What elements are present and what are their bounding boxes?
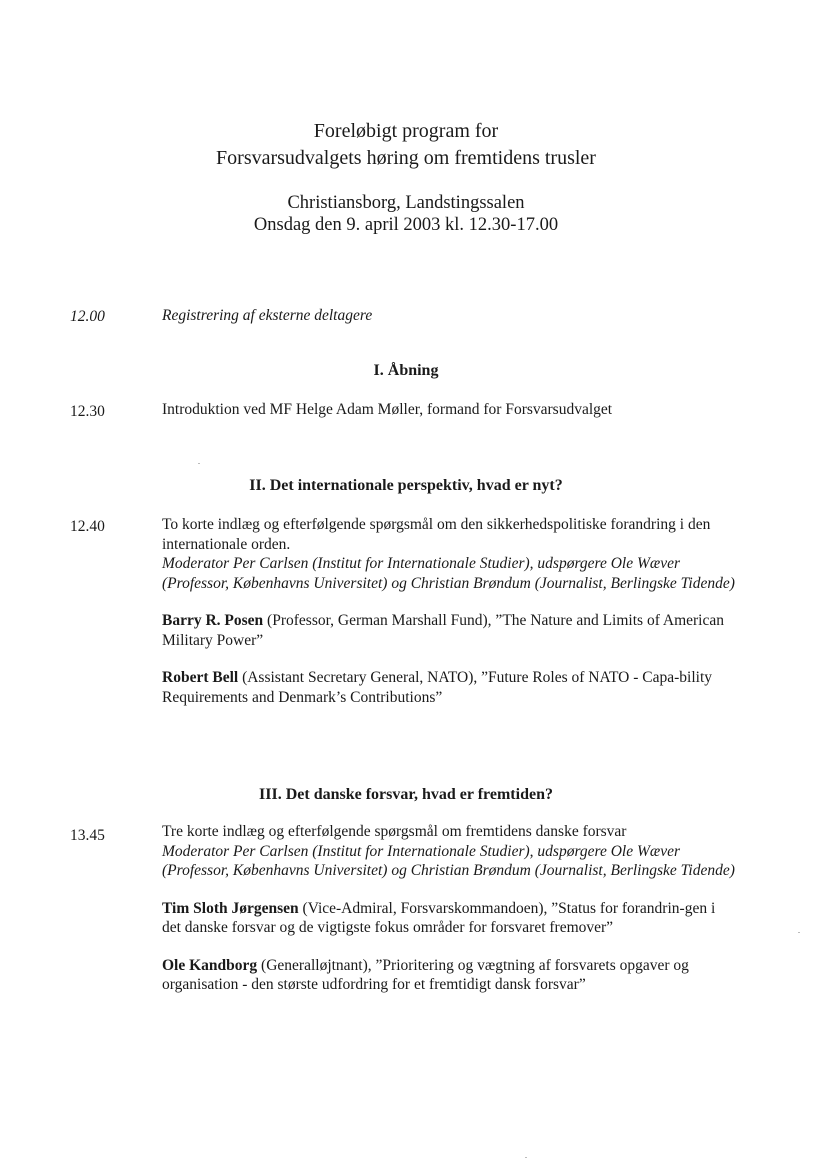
section-2-moderator: Moderator Per Carlsen (Institut for Internationale Studier), udspørgere Ole Wæver (Professor, Københavns Universitet) og Christian Brøndum (Journalist, Berlingske Tidende): [162, 555, 735, 592]
speaker-details: (Generalløjtnant), ”Prioritering og vægtning af forsvarets opgaver og organisation - den største udfordring for et fremtidigt dansk forsvar”: [162, 956, 689, 993]
speaker-details: (Assistant Secretary General, NATO), ”Future Roles of NATO - Capa-bility Requirements and Denmark’s Contributions”: [162, 669, 712, 706]
date-line: Onsdag den 9. april 2003 kl. 12.30-17.00: [253, 215, 559, 235]
speaker-name: Robert Bell: [162, 669, 239, 686]
section-1-heading: I. Åbning: [373, 362, 439, 379]
speaker-item: [162, 899, 737, 938]
registration-text: Registrering af eksterne deltagere: [162, 307, 373, 324]
scan-speck: [198, 463, 200, 464]
time-registration: 12.00: [70, 308, 105, 325]
section-2-heading: II. Det internationale perspektiv, hvad er nyt?: [249, 477, 563, 494]
speaker-name: Barry R. Posen: [162, 612, 264, 629]
title-line-1: Foreløbigt program for: [313, 120, 499, 142]
time-section-3: 13.45: [70, 827, 105, 844]
location-line: Christiansborg, Landstingssalen: [287, 193, 525, 213]
section-3-heading: III. Det danske forsvar, hvad er fremtiden?: [259, 786, 553, 803]
section-3-intro: Tre korte indlæg og efterfølgende spørgsmål om fremtidens danske forsvar: [162, 823, 627, 840]
section-3-block: [162, 822, 737, 995]
speaker-details: (Vice-Admiral, Forsvarskommandoen), ”Status for forandrin-gen i det danske forsvar og de vigtigste fokus områder for forsvaret fremover”: [162, 899, 716, 936]
scan-speck: [525, 1157, 527, 1158]
section-1-text: Introduktion ved MF Helge Adam Møller, formand for Forsvarsudvalget: [162, 401, 613, 418]
section-3-moderator: Moderator Per Carlsen (Institut for Internationale Studier), udspørgere Ole Wæver (Professor, Københavns Universitet) og Christian Brøndum (Journalist, Berlingske Tidende): [162, 842, 735, 879]
speaker-name: Tim Sloth Jørgensen: [162, 899, 299, 917]
speaker-item: [162, 956, 737, 995]
section-2-intro: To korte indlæg og efterfølgende spørgsmål om den sikkerhedspolitiske forandring i den internationale orden.: [162, 516, 711, 553]
title-line-2: Forsvarsudvalgets høring om fremtidens trusler: [216, 147, 596, 169]
speaker-item: [162, 611, 737, 650]
time-section-2: 12.40: [70, 518, 105, 535]
speaker-item: [162, 668, 737, 707]
scan-speck: [798, 932, 800, 933]
section-2-block: [162, 515, 737, 707]
speaker-name: Ole Kandborg: [162, 956, 258, 974]
time-section-1: 12.30: [70, 403, 105, 420]
speaker-details: (Professor, German Marshall Fund), ”The Nature and Limits of American Military Power”: [162, 612, 724, 649]
